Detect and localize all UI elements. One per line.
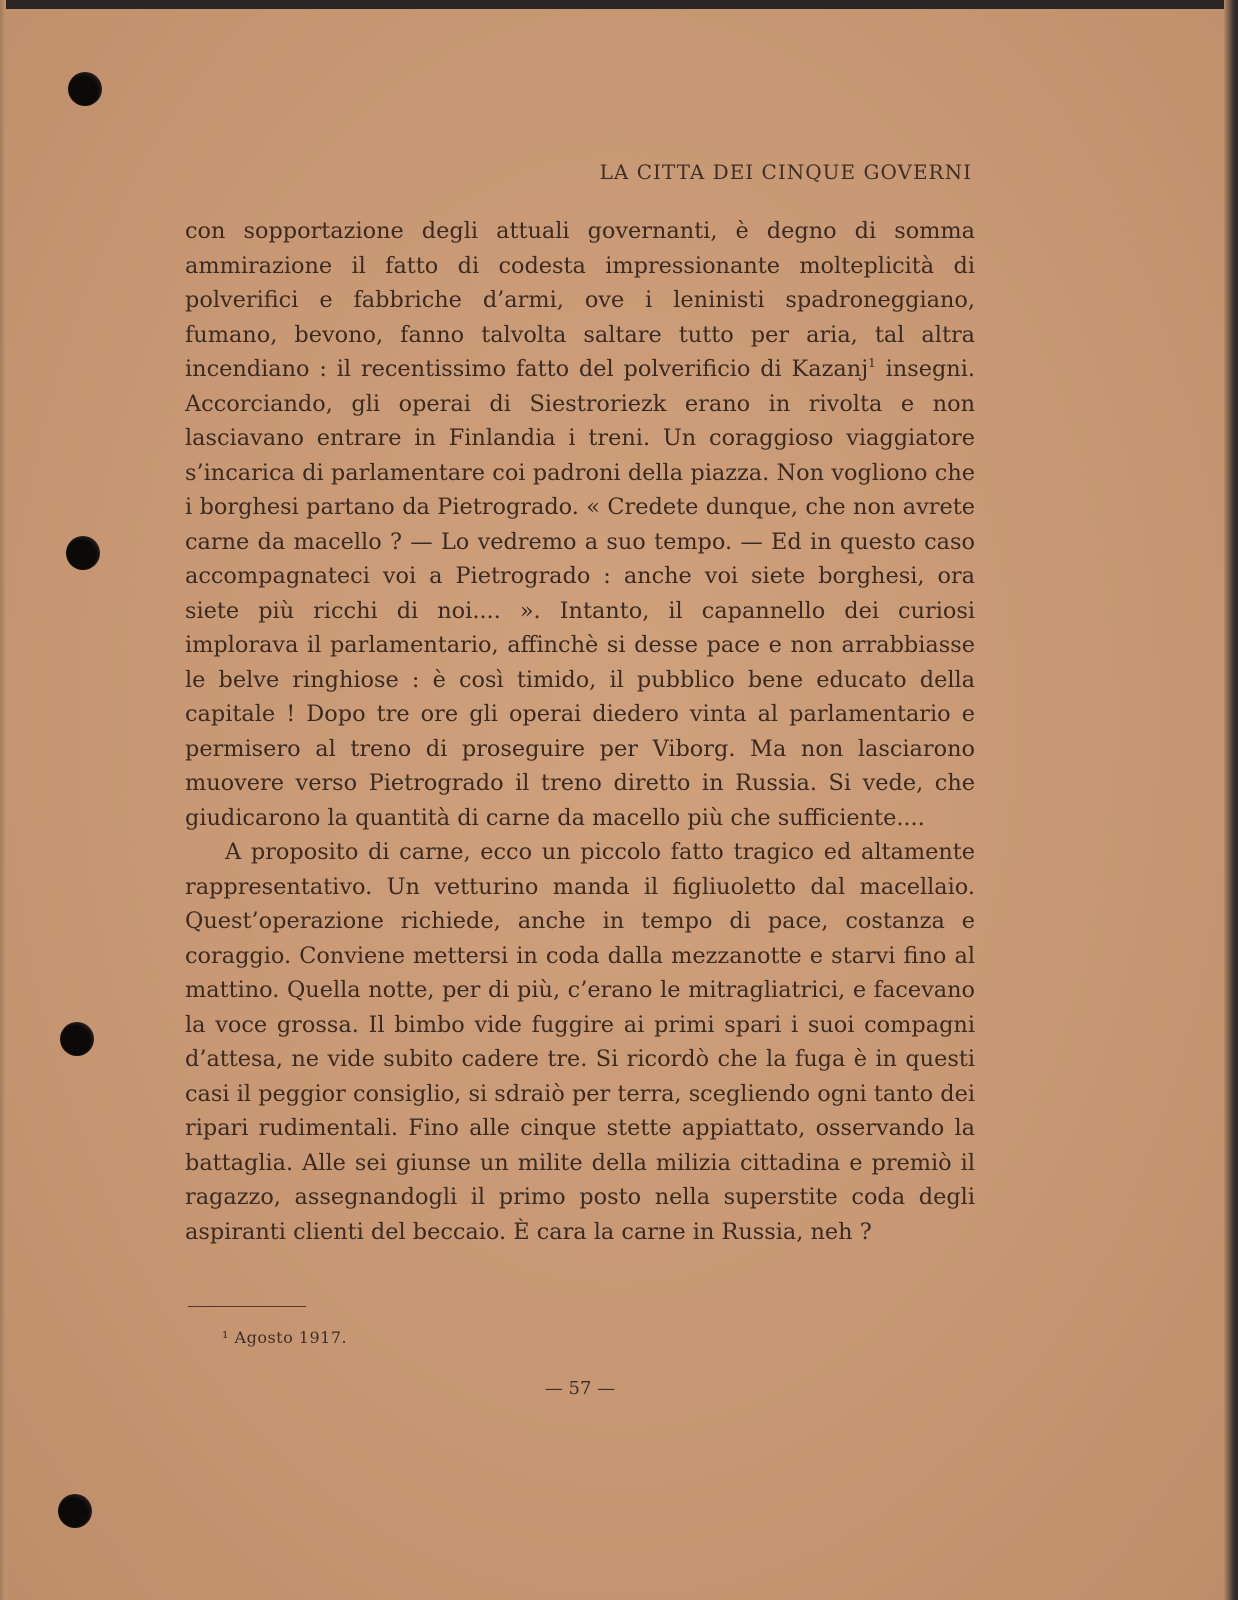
punch-hole-4	[58, 1494, 92, 1528]
scanner-right-border	[1224, 0, 1238, 1600]
footnote-text: Agosto 1917.	[234, 1328, 348, 1347]
footnote	[222, 1328, 347, 1347]
paragraph-1	[185, 214, 975, 835]
running-header: LA CITTA DEI CINQUE GOVERNI	[599, 160, 972, 184]
punch-hole-1	[68, 72, 102, 106]
paragraph-1-part-a: con sopportazione degli attuali governanti, è degno di somma ammirazione il fatto di codesta impressionante molteplicità di polverifici e fabbriche d’armi, ove i leninisti spadroneggiano, fumano, bevono, fanno talvolta saltare tutto per aria, tal altra incendiano : il recentissimo fatto del polverificio di Kazanj	[185, 218, 975, 382]
scanner-top-border	[0, 0, 1238, 9]
punch-hole-2	[66, 536, 100, 570]
body-text	[185, 214, 975, 1249]
page-left-edge	[0, 0, 6, 1600]
footnote-reference: 1	[868, 356, 876, 370]
footnote-separator	[188, 1306, 306, 1307]
punch-hole-3	[60, 1022, 94, 1056]
paragraph-1-part-b: insegni. Accorciando, gli operai di Siestroriezk erano in rivolta e non lasciavano entrare in Finlandia i treni. Un coraggioso viaggiatore s’incarica di parlamentare coi padroni della piazza. Non vogliono che i borghesi partano da Pietrogrado. « Credete dunque, che non avrete carne da macello ? — Lo vedremo a suo tempo. — Ed in questo caso accompagnateci voi a Pietrogrado : anche voi siete borghesi, ora siete più ricchi di noi.... ». Intanto, il capannello dei curiosi implorava il parlamentario, affinchè si desse pace e non arrabbiasse le belve ringhiose : è così timido, il pubblico bene educato della capitale ! Dopo tre ore gli operai diedero vinta al parlamentario e permisero al treno di proseguire per Viborg. Ma non lasciarono muovere verso Pietrogrado il treno diretto in Russia. Si vede, che giudicarono la quantità di carne da macello più che sufficiente....	[185, 356, 975, 831]
paragraph-2: A proposito di carne, ecco un piccolo fatto tragico ed altamente rappresentativo. Un vetturino manda il figliuoletto dal macellaio. Quest’operazione richiede, anche in tempo di pace, costanza e coraggio. Conviene mettersi in coda dalla mezzanotte e starvi fino al mattino. Quella notte, per di più, c’erano le mitragliatrici, e facevano la voce grossa. Il bimbo vide fuggire ai primi spari i suoi compagni d’attesa, ne vide subito cadere tre. Si ricordò che la fuga è in questi casi il peggior consiglio, si sdraiò per terra, scegliendo ogni tanto dei ripari rudimentali. Fino alle cinque stette appiattato, osservando la battaglia. Alle sei giunse un milite della milizia cittadina e premiò il ragazzo, assegnandogli il primo posto nella superstite coda degli aspiranti clienti del beccaio. È cara la carne in Russia, neh ?	[185, 839, 975, 1245]
page-number: — 57 —	[544, 1378, 616, 1399]
footnote-marker: ¹	[222, 1328, 229, 1347]
